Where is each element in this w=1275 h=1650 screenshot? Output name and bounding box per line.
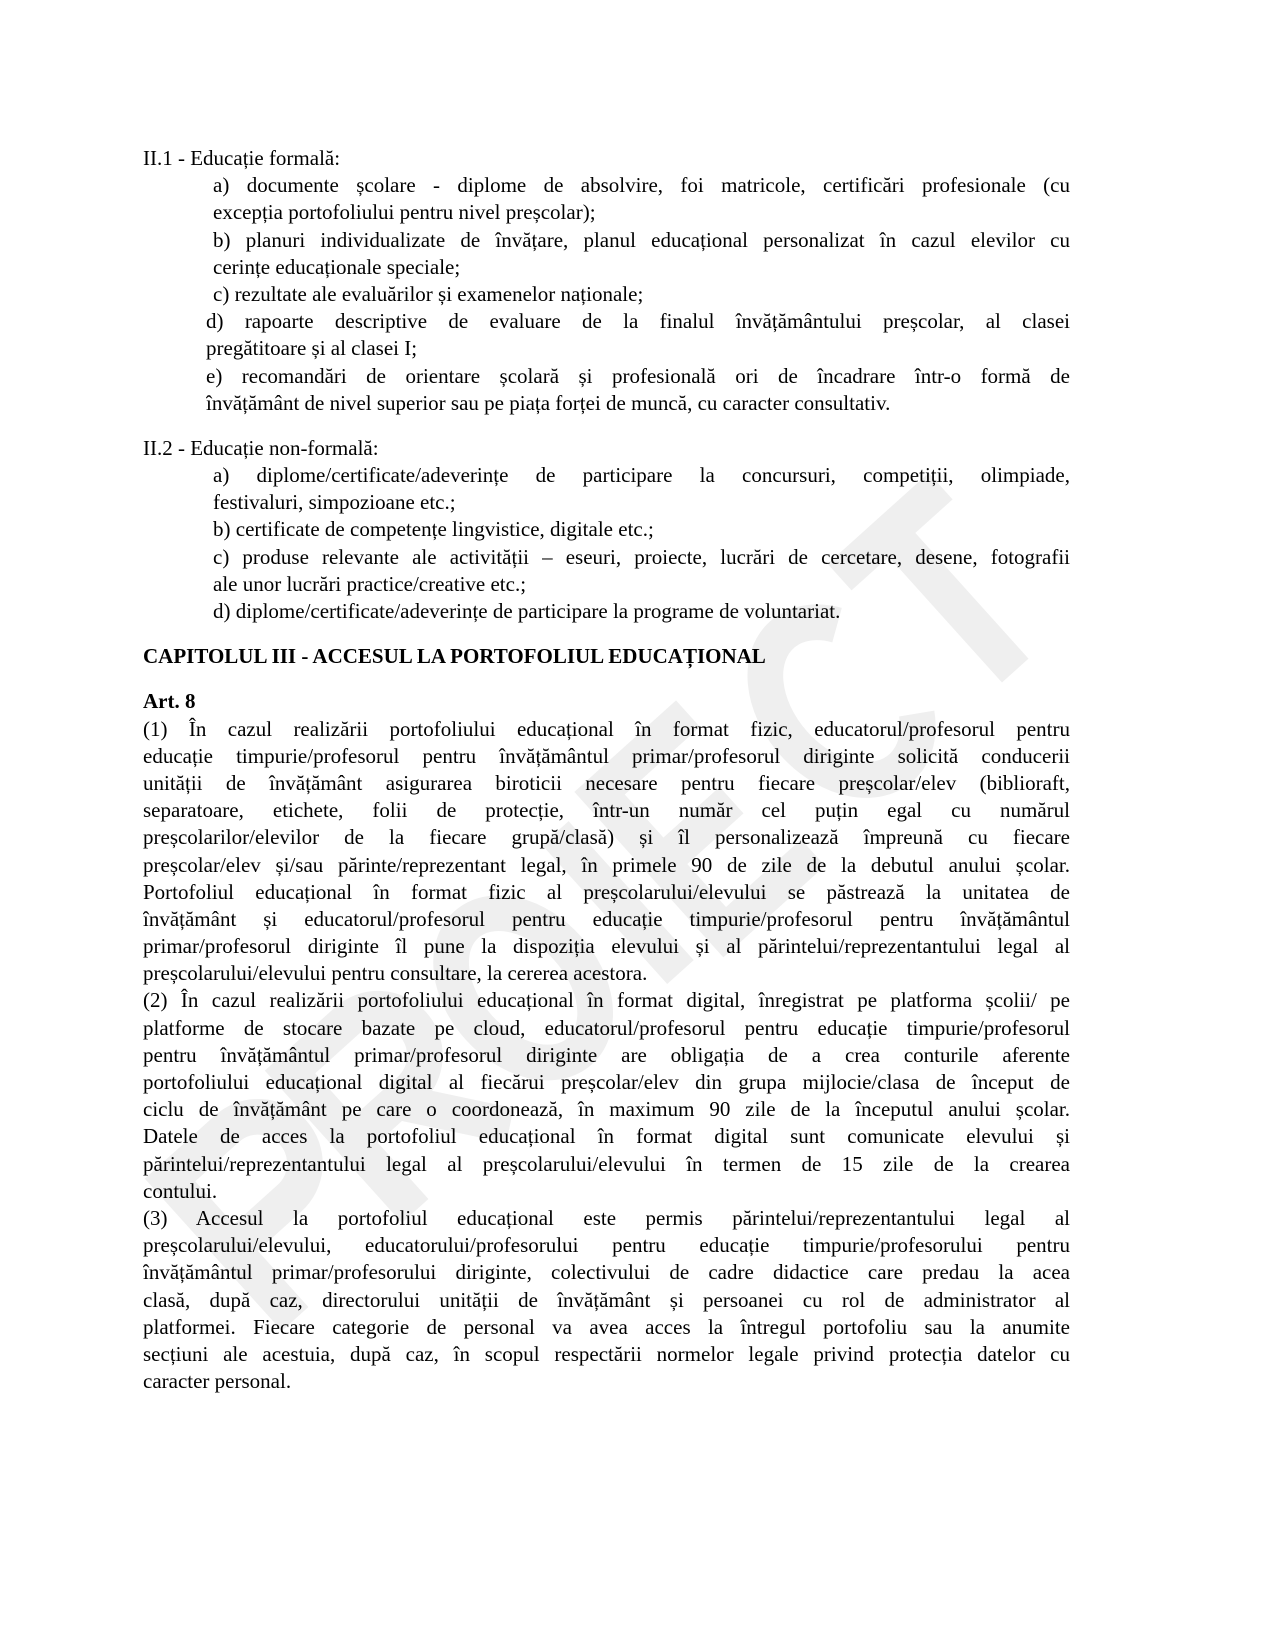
text-line: Datele de acces la portofoliul educațional în format digital sunt comunicate elevului și: [143, 1124, 1070, 1149]
text-line: părintelui/reprezentantului legal al preșcolarului/elevului în termen de 15 zile de la crearea: [143, 1151, 1070, 1176]
text-line: c) produse relevante ale activității – eseuri, proiecte, lucrări de cercetare, desene, fotografii: [213, 544, 1070, 569]
text-line: secțiuni ale acestuia, după caz, în scopul respectării normelor legale privind protecția datelor cu: [143, 1341, 1070, 1366]
text-line: e) recomandări de orientare școlară și profesională ori de încadrare într-o formă de: [206, 363, 1070, 388]
text-line: d) diplome/certificate/adeverințe de participare la programe de voluntariat.: [213, 599, 841, 623]
text-line: învățământul primar/profesorului diriginte, colectivului de cadre didactice care predau la acea: [143, 1260, 1070, 1285]
text-line: învățământ de nivel superior sau pe piața forței de muncă, cu caracter consultativ.: [206, 390, 891, 415]
text-line: (3) Accesul la portofoliul educațional este permis părintelui/reprezentantului legal al: [143, 1205, 1070, 1230]
text-line: (2) În cazul realizării portofoliului educațional în format digital, înregistrat pe platforma școlii/ pe: [143, 988, 1070, 1013]
heading-title: [143, 435, 1070, 462]
text-line: primar/profesorul diriginte îl pune la dispoziția elevului și al părintelui/reprezentantului legal al: [143, 934, 1070, 959]
text-line: excepția portofoliului pentru nivel preșcolar);: [213, 200, 596, 225]
text-line: b) certificate de competențe lingvistice, digitale etc.;: [213, 517, 654, 542]
text-line: II.2 - Educație non-formală:: [143, 435, 379, 460]
text-line: CAPITOLUL III - ACCESUL LA PORTOFOLIUL EDUCAȚIONAL: [143, 644, 766, 669]
text-line: clasă, după caz, directorului unității de învățământ și persoanei cu rol de administrator al: [143, 1287, 1070, 1312]
text-line: ciclu de învățământ pe care o coordonează, în maximum 90 zile de la începutul anului școlar.: [143, 1097, 1070, 1122]
document-body: [143, 145, 1070, 1395]
text-line: platformei. Fiecare categorie de personal va avea acces la întregul portofoliu sau la anumite: [143, 1314, 1070, 1339]
list-item: [143, 281, 1070, 308]
text-line: contului.: [143, 1178, 218, 1203]
text-line: festivaluri, simpozioane etc.;: [213, 490, 456, 515]
text-line: educație timpurie/profesorul pentru învățământul primar/profesorul diriginte solicită conducerii: [143, 743, 1070, 768]
text-line: portofoliului educațional digital al fiecărui preșcolar/elev din grupa mijlocie/clasa de început de: [143, 1070, 1070, 1094]
article-title: [143, 688, 1070, 715]
text-line: platforme de stocare bazate pe cloud, educatorul/profesorul pentru educație timpurie/profesorul: [143, 1015, 1070, 1040]
text-line: preșcolarilor/elevilor de la fiecare grupă/clasă) și îl personalizează împreună cu fiecare: [143, 825, 1070, 850]
spacer: [143, 625, 1070, 643]
text-line: preșcolar/elev și/sau părinte/reprezentant legal, în primele 90 de zile de la debutul anului școlar.: [143, 852, 1070, 877]
list-item: [143, 363, 1070, 417]
list-item: [143, 544, 1070, 598]
text-line: ale unor lucrări practice/creative etc.;: [213, 571, 527, 596]
list-item: [143, 172, 1070, 226]
chapter-title: [143, 643, 1070, 670]
list-item: [143, 308, 1070, 362]
text-line: Portofoliul educațional în format fizic al preșcolarului/elevului se păstrează la unitatea de: [143, 879, 1070, 904]
text-line: b) planuri individualizate de învățare, planul educațional personalizat în cazul elevilor cu: [213, 227, 1070, 252]
text-line: preșcolarului/elevului, educatorului/profesorului pentru educație timpurie/profesorului pentru: [143, 1233, 1070, 1258]
text-line: (1) În cazul realizării portofoliului educațional în format fizic, educatorul/profesorul pentru: [143, 716, 1070, 741]
paragraph: [143, 987, 1070, 1205]
paragraph: [143, 716, 1070, 988]
text-line: II.1 - Educație formală:: [143, 146, 341, 170]
text-line: d) rapoarte descriptive de evaluare de la finalul învățământului preșcolar, al clasei: [206, 309, 1070, 334]
text-line: a) diplome/certificate/adeverințe de participare la concursuri, competiții, olimpiade,: [213, 463, 1070, 488]
spacer: [143, 417, 1070, 435]
text-line: preșcolarului/elevului pentru consultare, la cererea acestora.: [143, 961, 648, 986]
text-line: Art. 8: [143, 689, 196, 714]
text-line: unității de învățământ asigurarea biroticii necesare pentru fiecare preșcolar/elev (biblioraft,: [143, 770, 1070, 795]
text-line: caracter personal.: [143, 1369, 292, 1394]
text-line: a) documente școlare - diplome de absolvire, foi matricole, certificări profesionale (cu: [213, 173, 1070, 198]
heading-title: [143, 145, 1070, 172]
list-item: [143, 462, 1070, 516]
text-line: c) rezultate ale evaluărilor și examenelor naționale;: [213, 281, 644, 306]
text-line: separatoare, etichete, folii de protecție, într-un număr cel puțin egal cu numărul: [143, 798, 1070, 823]
spacer: [143, 670, 1070, 688]
text-line: învățământ și educatorul/profesorul pentru educație timpurie/profesorul pentru învățământul: [143, 906, 1070, 931]
text-line: pregătitoare și al clasei I;: [206, 336, 418, 361]
text-line: cerințe educaționale speciale;: [213, 254, 461, 279]
text-line: pentru învățământul primar/profesorul diriginte are obligația de a crea conturile aferente: [143, 1042, 1070, 1067]
paragraph: [143, 1205, 1070, 1395]
list-item: [143, 598, 1070, 625]
list-item: [143, 516, 1070, 543]
list-item: [143, 227, 1070, 281]
